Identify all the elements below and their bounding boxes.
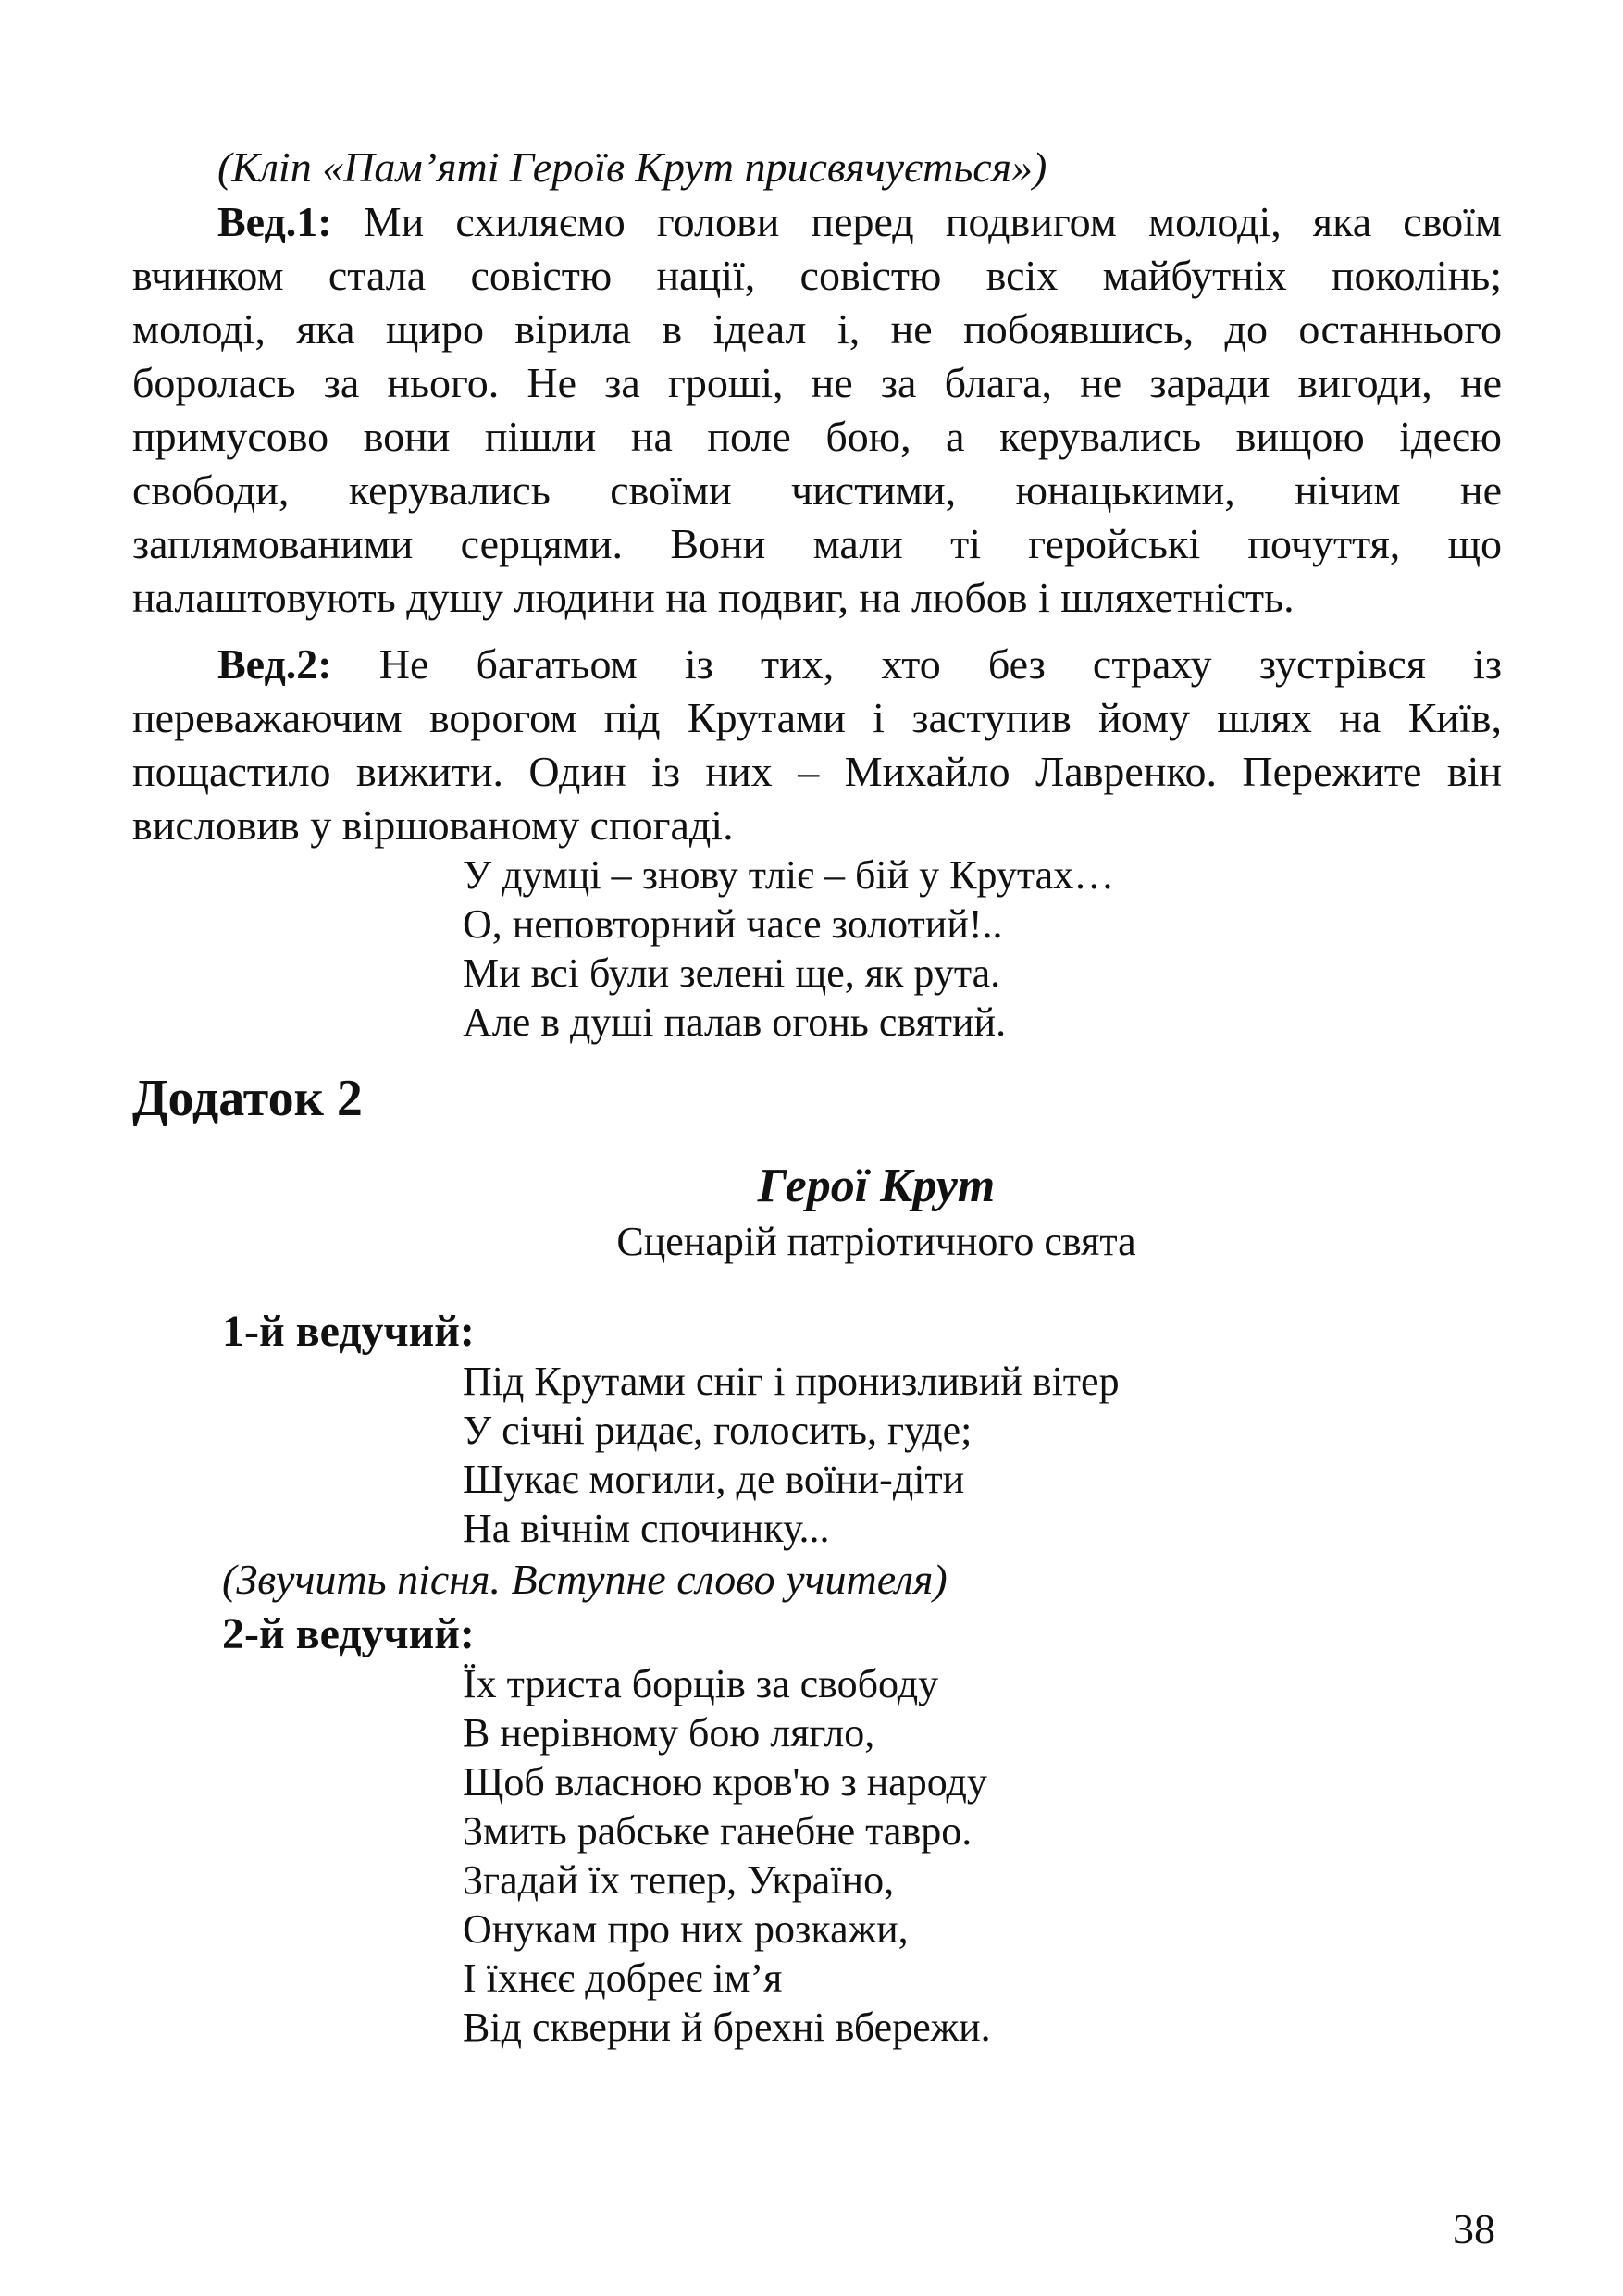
- poem-line: О, неповторний часе золотий!..: [463, 901, 1003, 947]
- ved2-line: [132, 638, 1502, 691]
- verse-line: В нерівному бою лягло,: [463, 1710, 875, 1756]
- poem-line: Ми всі були зелені ще, як рута.: [463, 950, 1001, 996]
- host1-label: 1-й ведучий:: [222, 1307, 475, 1356]
- ved1-line: вчинком стала совістю нації, совістю всіх майбутніх поколінь;: [132, 252, 1502, 299]
- ved1-line: налаштовують душу людини на подвиг, на любов і шляхетність.: [132, 574, 1295, 621]
- verse-line: На вічнім спочинку...: [463, 1506, 830, 1551]
- poem-1: [463, 850, 1114, 1047]
- ved1-line: примусово вони пішли на поле бою, а керувались вищою ідеєю: [132, 413, 1502, 460]
- ved1-line: боролась за нього. Не за гроші, не за блага, не заради вигоди, не: [132, 359, 1502, 406]
- ved1-line: [132, 195, 1502, 249]
- host1-verse: [463, 1357, 1120, 1553]
- verse-line: У січні ридає, голосить, гуде;: [463, 1408, 973, 1453]
- poem-line: У думці – знову тліє – бій у Крутах…: [463, 852, 1115, 898]
- verse-line: Їх триста борців за свободу: [463, 1661, 939, 1706]
- verse-line: Щоб власною кров'ю з народу: [463, 1759, 987, 1805]
- ved2-line: пощастило вижити. Один із них – Михайло Лавренко. Пережите він: [132, 748, 1502, 795]
- scenario-title: Герої Крут: [757, 1160, 996, 1212]
- ved2-label: Вед.2:: [217, 640, 332, 688]
- ved1-line: свободи, керувались своїми чистими, юнацькими, нічим не: [132, 466, 1502, 514]
- verse-line: І їхнєє добреє ім’я: [463, 1955, 783, 2001]
- ved1-line: молоді, яка щиро вірила в ідеал і, не побоявшись, до останнього: [132, 305, 1502, 353]
- host2-verse: [463, 1659, 991, 2052]
- scenario-subtitle: Сценарій патріотичного свята: [616, 1219, 1136, 1264]
- ved1-label: Вед.1:: [217, 198, 332, 245]
- verse-line: Згадай їх тепер, Україно,: [463, 1857, 895, 1903]
- verse-line: Під Крутами сніг і пронизливий вітер: [463, 1359, 1120, 1404]
- intro-note: (Кліп «Пам’яті Героїв Крут присвячується»): [217, 143, 1047, 191]
- verse-line: Шукає могили, де воїни-діти: [463, 1457, 965, 1502]
- ved2-paragraph: [132, 638, 1502, 852]
- appendix-heading: Додаток 2: [132, 1070, 363, 1127]
- verse-line: Змить рабське ганебне тавро.: [463, 1808, 973, 1854]
- page-number: 38: [1453, 2205, 1495, 2253]
- verse-line: Від скверни й брехні вбережи.: [463, 2004, 991, 2050]
- ved1-line: заплямованими серцями. Вони мали ті геройські почуття, що: [132, 520, 1502, 567]
- verse-line: Онукам про них розкажи,: [463, 1906, 909, 1952]
- ved1-paragraph: [132, 195, 1502, 625]
- ved2-text: Не багатьом із тих, хто без страху зустрівся із: [331, 640, 1502, 688]
- ved2-line: висловив у віршованому спогаді.: [132, 801, 734, 849]
- poem-line: Але в душі палав огонь святий.: [463, 999, 1007, 1045]
- ved1-text: Ми схиляємо голови перед подвигом молоді, яка своїм: [331, 198, 1502, 245]
- ved2-line: переважаючим ворогом під Крутами і заступив йому шлях на Київ,: [132, 694, 1502, 741]
- host2-label: 2-й ведучий:: [222, 1609, 475, 1658]
- stage-note: (Звучить пісня. Вступне слово учителя): [222, 1556, 948, 1603]
